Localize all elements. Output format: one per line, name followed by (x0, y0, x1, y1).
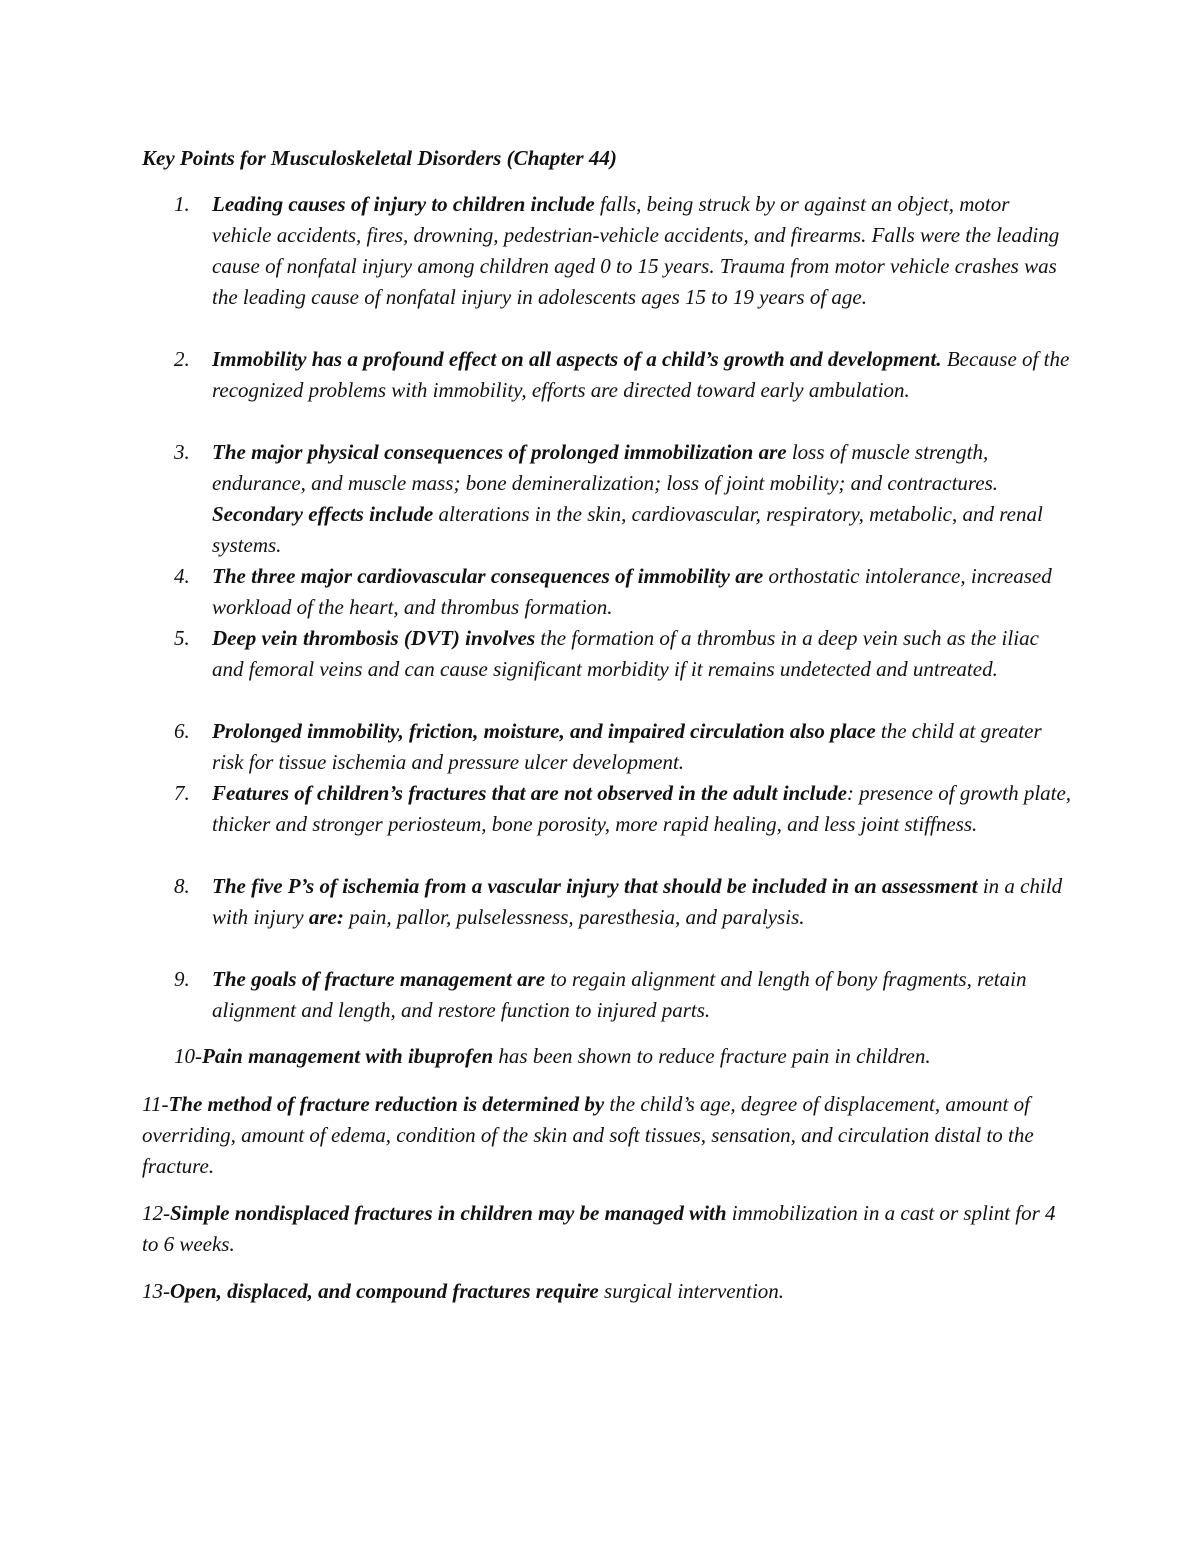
list-item-6 (174, 716, 1074, 778)
list-number: 9. (174, 967, 190, 991)
list-item-8 (174, 871, 1074, 933)
paragraph-prefix: 11- (142, 1092, 169, 1116)
key-phrase: The goals of fracture management are (212, 967, 546, 991)
key-phrase: Pain management with ibuprofen (202, 1044, 494, 1068)
paragraph-prefix: 13- (142, 1279, 170, 1303)
list-number: 4. (174, 564, 190, 588)
list-item-2 (174, 344, 1074, 406)
paragraph-prefix: 10- (174, 1044, 202, 1068)
list-item-9 (174, 964, 1074, 1026)
key-phrase: Deep vein thrombosis (DVT) involves (212, 626, 536, 650)
list-number: 7. (174, 781, 190, 805)
list-number: 1. (174, 192, 190, 216)
list-number: 3. (174, 440, 190, 464)
list-item-1 (174, 189, 1074, 313)
item-text: the child at greater risk for tissue ischemia and pressure ulcer development. (212, 719, 1042, 774)
key-phrase: Open, displaced, and compound fractures require (170, 1279, 599, 1303)
key-phrase: The major physical consequences of prolonged immobilization are (212, 440, 787, 464)
document-title: Key Points for Musculoskeletal Disorders (Chapter 44) (142, 146, 617, 170)
list-number: 5. (174, 626, 190, 650)
key-phrase: The three major cardiovascular consequences of immobility are (212, 564, 764, 588)
key-phrase: Immobility has a profound effect on all aspects of a child’s growth and development. (212, 347, 942, 371)
list-item-3 (174, 437, 1074, 561)
item-text: orthostatic intolerance, increased workload of the heart, and thrombus formation. (212, 564, 1052, 619)
list-number: 6. (174, 719, 190, 743)
list-item-5 (174, 623, 1074, 685)
list-item-7 (174, 778, 1074, 840)
item-text: : presence of growth plate, thicker and stronger periosteum, bone porosity, more rapid healing, and less joint stiffness. (212, 781, 1072, 836)
paragraph-text: immobilization in a cast or splint for 4 to 6 weeks. (142, 1201, 1056, 1256)
paragraph-text: surgical intervention. (598, 1279, 785, 1303)
list-number: 2. (174, 347, 190, 371)
paragraph-11 (142, 1089, 1072, 1182)
key-phrase: Features of children’s fractures that are not observed in the adult include (212, 781, 847, 805)
paragraph-13 (142, 1276, 1072, 1307)
item-text: to regain alignment and length of bony fragments, retain alignment and length, and restore function to injured parts. (212, 967, 1027, 1022)
item-text: falls, being struck by or against an object, motor vehicle accidents, fires, drowning, pedestrian-vehicle accidents, and firearms. Falls were the leading cause of nonfatal injury among children aged 0 to 15 years. Trauma from motor vehicle crashes was the leading cause of nonfatal injury in adolescents ages 15 to 19 years of age. (212, 192, 1060, 309)
key-phrase-secondary: are: (308, 905, 344, 929)
item-text: in a child with injury (212, 874, 1063, 929)
key-phrase: The five P’s of ischemia from a vascular injury that should be included in an assessment (212, 874, 978, 898)
item-text: the formation of a thrombus in a deep vein such as the iliac and femoral veins and can cause significant morbidity if it remains undetected and untreated. (212, 626, 1039, 681)
paragraph-prefix: 12- (142, 1201, 170, 1225)
item-text: loss of muscle strength, endurance, and muscle mass; bone demineralization; loss of joint mobility; and contractures. (212, 440, 999, 495)
item-text-secondary: alterations in the skin, cardiovascular, respiratory, metabolic, and renal systems. (212, 502, 1043, 557)
item-text-secondary: pain, pallor, pulselessness, paresthesia, and paralysis. (343, 905, 805, 929)
list-number: 8. (174, 874, 190, 898)
key-phrase: Prolonged immobility, friction, moisture, and impaired circulation also place (212, 719, 876, 743)
key-phrase: The method of fracture reduction is determined by (168, 1092, 605, 1116)
paragraph-text: has been shown to reduce fracture pain in children. (493, 1044, 931, 1068)
item-text: Because of the recognized problems with immobility, efforts are directed toward early ambulation. (212, 347, 1070, 402)
key-phrase: Leading causes of injury to children include (212, 192, 595, 216)
list-item-4 (174, 561, 1074, 623)
key-phrase-secondary: Secondary effects include (212, 502, 434, 526)
paragraph-12 (142, 1198, 1072, 1260)
paragraph-10 (174, 1041, 1104, 1072)
key-phrase: Simple nondisplaced fractures in children may be managed with (170, 1201, 727, 1225)
paragraph-text: the child’s age, degree of displacement, amount of overriding, amount of edema, condition of the skin and soft tissues, sensation, and circulation distal to the fracture. (142, 1092, 1034, 1178)
